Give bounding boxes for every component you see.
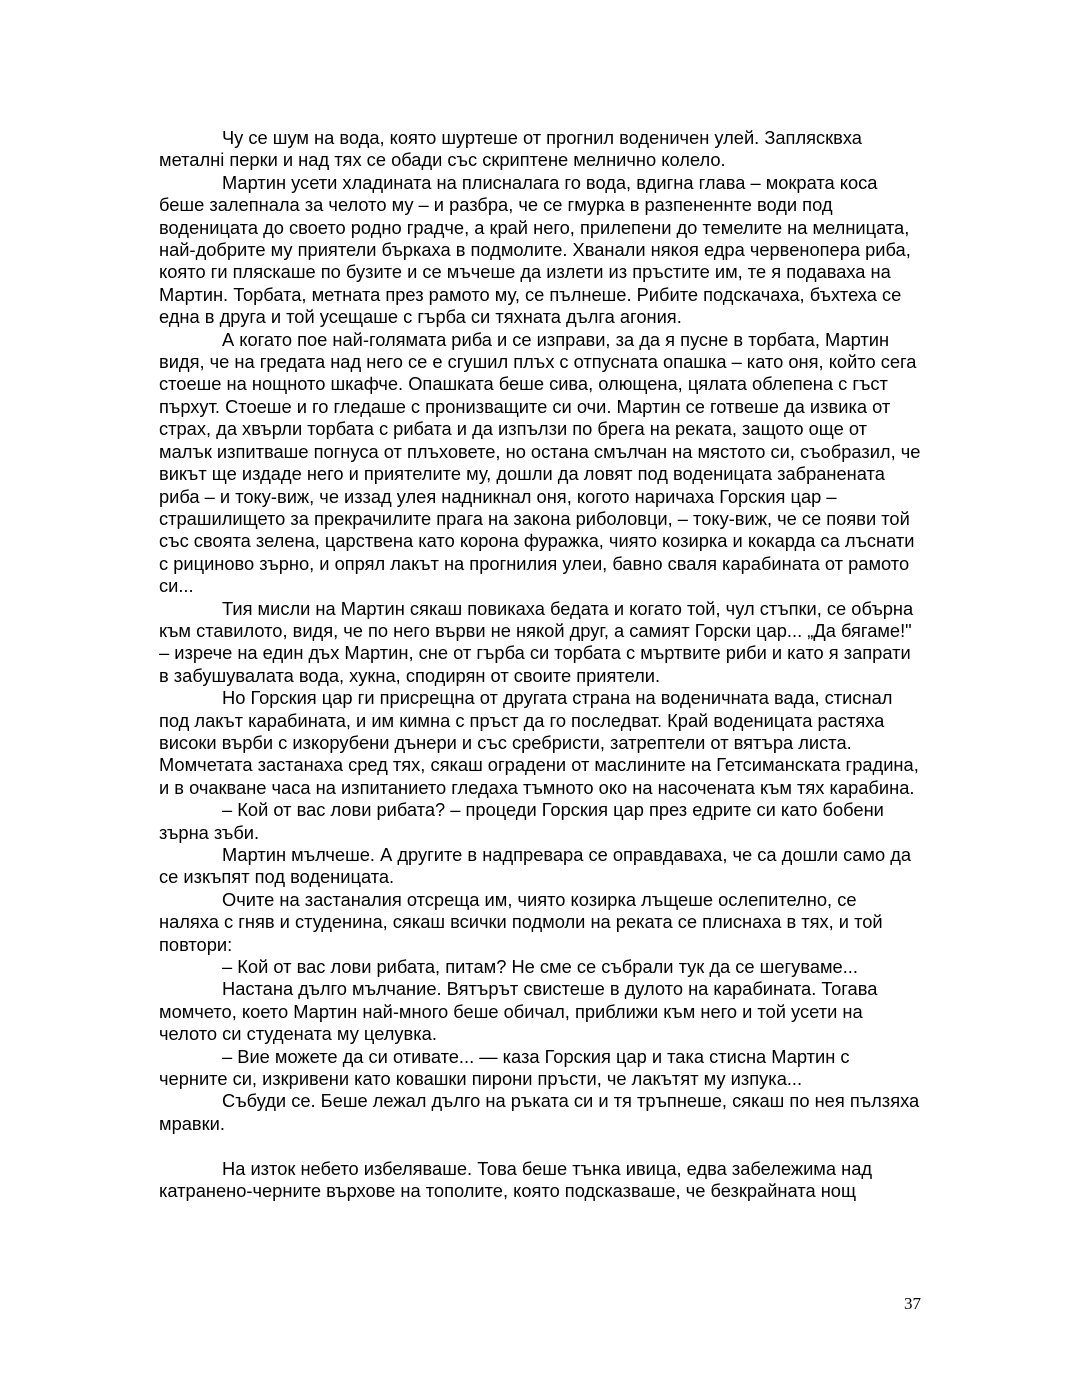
paragraph: Мартин мълчеше. А другите в надпревара се оправдаваха, че са дошли само да се изкъпят под воденицата.: [159, 844, 912, 888]
paragraph: Но Горския цар ги присрещна от другата страна на воденичната вада, стиснал под лакът карабината, и им кимна с пръст да го последват. Край воденицата растяха високи върби с изкорубени дънери и със сребристи, затрептели от вятъра листа. Момчетата застанаха сред тях, сякаш оградени от маслините на Гетсиманската градина, и в очакване часа на изпитанието гледаха тъмното око на насочената към тях карабина.: [159, 687, 919, 798]
paragraph: Очите на застаналия отсреща им, чиято козирка лъщеше ослепително, се наляха с гняв и студенина, сякаш всички подмоли на реката се плиснаха в тях, и той повтори:: [159, 888, 883, 955]
paragraph: – Вие можете да си отивате... — каза Горския цар и така стисна Мартин с черните си, изкривени като ковашки пирони пръсти, че лакътят му изпука...: [159, 1045, 850, 1090]
paragraph: – Кой от вас лови рибата, питам? Не сме се събрали тук да се шегуваме...: [222, 956, 858, 978]
paragraph: Събуди се. Беше лежал дълго на ръката си и тя тръпнеше, сякаш по нея пълзяха мравки.: [159, 1090, 920, 1134]
paragraph: Настана дълго мълчание. Вятърът свистеше в дулото на карабината. Тогава момчето, което Мартин най-много беше обичал, приближи към него и той усети на челото си студената му целувка.: [159, 978, 878, 1045]
paragraph: Мартин усети хладината на плисналага го вода, вдигна глава – мократа коса беше залепнала за челото му – и разбра, че се гмурка в разпененнте води под воденицата до своето родно градче, а край него, прилепени до темелите на мелницата, най-добрите му приятели бъркаха в подмолите. Хванали някоя едра червенопера риба, която ги пляскаше по бузите и се мъчеше да излети из пръстите им, те я подаваха на Мартин. Торбата, метната през рамото му, се пълнеше. Рибите подскачаха, бъхтеха се една в друга и той усещаше с гърба си тяхната дълга агония.: [159, 171, 911, 328]
paragraph: – Кой от вас лови рибата? – процеди Горския цар през едрите си като бобени зърна зъби.: [159, 799, 884, 843]
page-number: 37: [904, 1294, 921, 1313]
paragraph: На изток небето избеляваше. Това беше тънка ивица, едва забележима над катранено-черните върхове на тополите, която подсказваше, че безкрайната нощ: [159, 1157, 873, 1202]
paragraph: Чу се шум на вода, която шуртеше от прогнил воденичен улей. Заплясквха металнi перки и над тях се обади със скриптене мелнично колело.: [159, 127, 862, 171]
paragraph: А когато пое най-голямата риба и се изправи, за да я пусне в торбата, Мартин видя, че на гредата над него се е сгушил плъх с отпусната опашка – като оня, който сега стоеше на нощното шкафче. Опашката беше сива, олющена, цялата облепена с гъст пърхут. Стоеше и го гледаше с пронизващите си очи. Мартин се готвеше да извика от страх, да хвърли торбата с рибата и да изпълзи по брега на реката, защото още от малък изпитваше погнуса от плъховете, но остана смълчан на мястото си, съобразил, че викът ще издаде него и приятелите му, дошли да ловят под воденицата забранената риба – и току-виж, че иззад улея надникнал оня, когото наричаха Горския цар – страшилището за прекрачилите прага на закона риболовци, – току-виж, че се появи той със своята зелена, царствена като корона фуражка, чиято козирка и кокарда са лъснати с рициново зърно, и опрял лакът на прогнилия улеи, бавно сваля карабината от рамото си...: [159, 328, 921, 597]
chapter-text: [159, 127, 921, 1202]
paragraph: Тия мисли на Мартин сякаш повикаха бедата и когато той, чул стъпки, се обърна към ставилото, видя, че по него върви не някой друг, а самият Горски цар... „Да бягаме!" – изрече на един дъх Мартин, сне от гърба си торбата с мъртвите риби и като я запрати в забушувалата вода, хукна, сподирян от своите приятели.: [159, 597, 914, 686]
